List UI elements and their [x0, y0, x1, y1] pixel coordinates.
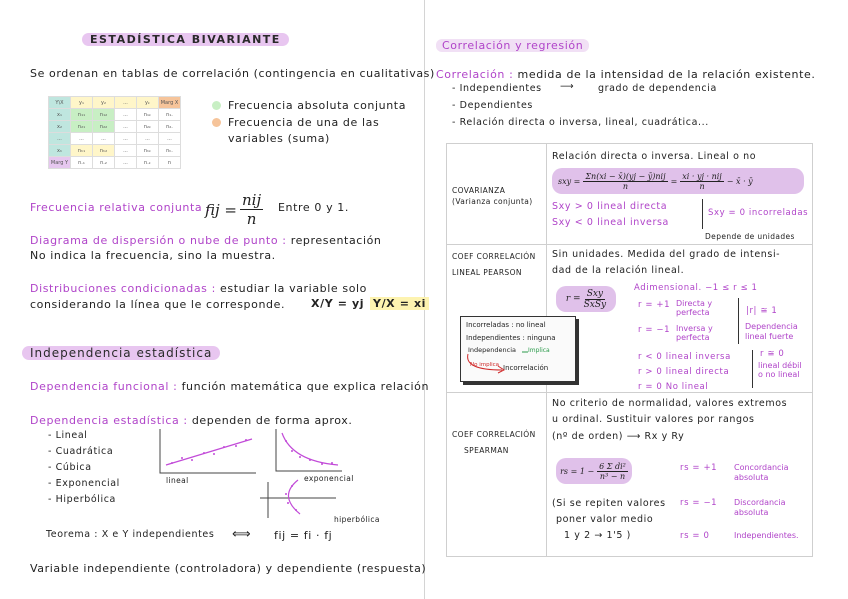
cov-note: Depende de unidades	[705, 232, 795, 241]
table-cell: x₁	[49, 109, 71, 121]
table-cell: ...	[115, 97, 137, 109]
cov-f-num2: xi · yj · nij	[682, 171, 722, 181]
table-cell: n.₂	[93, 157, 115, 169]
indep-title: Independencia estadística	[22, 346, 220, 360]
spearman-desc-2: u ordinal. Sustituir valores por rangos	[552, 414, 755, 425]
disp-label: Diagrama de dispersión o nube de punto :	[30, 234, 287, 247]
iff-icon: ⟺	[232, 527, 251, 542]
table-cell: n₂₂	[93, 121, 115, 133]
table-cell: n.ₖ	[137, 157, 159, 169]
row-divider	[446, 392, 813, 393]
pearson-rm1-text: Inversa y perfecta	[676, 324, 713, 342]
table-cell: n.₁	[71, 157, 93, 169]
spearman-sm1-text: Discordancia absoluta	[734, 498, 786, 517]
table-cell: ...	[71, 133, 93, 145]
stat-text: dependen de forma aprox.	[191, 414, 353, 427]
freq-formula	[205, 191, 263, 228]
cov-zero: Sxy = 0 incorreladas	[708, 208, 809, 218]
pearson-bracket-2	[752, 350, 753, 388]
pearson-name-1: COEF CORRELACIÓN	[452, 252, 536, 261]
type-cuadratica: - Cuadrática	[48, 446, 114, 457]
cov-f-num1: Σn(xi − x̄)(yj − ȳ)nij	[585, 171, 666, 181]
spearman-s1: rs = +1	[680, 463, 718, 473]
corr-line	[436, 68, 815, 81]
cov-bracket	[702, 199, 703, 229]
pearson-f-den: SxSy	[583, 299, 607, 310]
spearman-sm1: rs = −1	[680, 498, 718, 508]
table-cell: y₂	[93, 97, 115, 109]
spearman-name-2: SPEARMAN	[464, 446, 509, 455]
table-cell: n	[159, 157, 181, 169]
cov-desc: Relación directa o inversa. Lineal o no	[552, 151, 757, 162]
theorem: Teorema : X e Y independientes	[46, 529, 215, 540]
orange-dot-icon	[212, 118, 221, 127]
bullet-relacion: - Relación directa o inversa, lineal, cuadrática...	[452, 117, 709, 128]
table-cell: Marg Y	[49, 157, 71, 169]
cov-f-den1: n	[622, 181, 629, 191]
pearson-abs: |r| ≅ 1	[746, 306, 778, 316]
distr-xy: X/Y = yj	[311, 297, 365, 310]
corr-text: medida de la intensidad de la relación existente.	[517, 68, 816, 81]
table-cell: nₕ₁	[71, 145, 93, 157]
pearson-formula	[556, 286, 616, 312]
table-cell: ...	[115, 157, 137, 169]
bullet-independientes: - Independientes	[452, 83, 542, 94]
lineal-label: lineal	[166, 476, 189, 485]
stat-line	[30, 414, 352, 427]
bullet-dependientes: - Dependientes	[452, 100, 533, 111]
pearson-r1: r = +1	[638, 300, 671, 310]
table-cell: yₖ	[137, 97, 159, 109]
spearman-f-num: 6 Σ di²	[599, 461, 626, 471]
diag-4: Implica	[528, 347, 550, 354]
green-dot-icon	[212, 101, 221, 110]
implication-arrows-icon	[462, 344, 572, 378]
table-cell: ...	[115, 121, 137, 133]
corr-label: Correlación :	[436, 68, 514, 81]
table-cell: Marg X	[159, 97, 181, 109]
cov-sub: (Varianza conjunta)	[452, 197, 533, 206]
row-divider	[446, 244, 813, 245]
hiperbolica-label: hiperbólica	[334, 515, 380, 524]
table-cell: n₁.	[159, 109, 181, 121]
right-title-text: Correlación y regresión	[436, 39, 589, 52]
table-cell: xₕ	[49, 145, 71, 157]
table-cell: nₕ.	[159, 145, 181, 157]
distr-yx: Y/X = xi	[370, 297, 429, 310]
func-label: Dependencia funcional :	[30, 380, 178, 393]
distr-text-1: estudiar la variable solo	[220, 282, 368, 295]
type-lineal: - Lineal	[48, 430, 88, 441]
disp-line	[30, 234, 382, 247]
theorem-rhs: fij = fi · fj	[274, 529, 333, 542]
table-cell: ...	[137, 133, 159, 145]
legend-green: Frecuencia absoluta conjunta	[228, 99, 407, 112]
arrow-text: grado de dependencia	[598, 83, 717, 94]
cov-f-lhs: sxy =	[558, 176, 581, 186]
pearson-rz: r ≅ 0	[760, 349, 785, 359]
pearson-rm1: r = −1	[638, 325, 671, 335]
freq-lhs: fij =	[205, 200, 237, 219]
pearson-r1-text: Directa y perfecta	[676, 299, 713, 317]
spearman-formula	[556, 458, 632, 484]
cov-neg: Sxy < 0 lineal inversa	[552, 217, 669, 228]
freq-between: Entre 0 y 1.	[278, 201, 349, 214]
table-cell: x₂	[49, 121, 71, 133]
spearman-rep-3: 1 y 2 → 1'5 )	[564, 530, 631, 541]
pearson-f-lhs: r =	[565, 294, 581, 304]
disp-text-2: No indica la frecuencia, sino la muestra.	[30, 249, 276, 262]
pearson-desc-2: dad de la relación lineal.	[552, 265, 685, 276]
pearson-bracket	[738, 298, 739, 344]
table-cell: ...	[115, 109, 137, 121]
contingency-table	[48, 96, 181, 169]
exponencial-scatter-icon	[274, 427, 344, 473]
cov-pos: Sxy > 0 lineal directa	[552, 201, 668, 212]
table-cell: n₁₁	[71, 109, 93, 121]
func-text: función matemática que explica relación	[181, 380, 430, 393]
pearson-dep: Dependencia lineal fuerte	[745, 322, 798, 341]
stat-label: Dependencia estadística :	[30, 414, 188, 427]
legend-orange-2: variables (suma)	[228, 132, 330, 145]
cov-f-tail: − x̄ · ȳ	[726, 176, 753, 186]
exponencial-label: exponencial	[304, 474, 354, 483]
spearman-f-lhs: rs = 1 −	[560, 466, 595, 476]
table-cell: y₁	[71, 97, 93, 109]
right-title	[436, 39, 589, 52]
spearman-desc-3: (nº de orden) ⟶ Rx y Ry	[552, 431, 685, 442]
table-cell: n₂.	[159, 121, 181, 133]
table-cell: n₁ₖ	[137, 109, 159, 121]
pearson-weak: lineal débil o no lineal	[758, 361, 802, 379]
cov-name: COVARIANZA	[452, 186, 506, 195]
type-cubica: - Cúbica	[48, 462, 92, 473]
arrow-icon: ⟶	[560, 81, 574, 92]
table-cell: nₕₖ	[137, 145, 159, 157]
lineal-scatter-icon	[158, 427, 258, 475]
diag-3: Independencia	[468, 346, 517, 354]
intro-text: Se ordenan en tablas de correlación (contingencia en cualitativas)	[30, 67, 435, 80]
cov-formula	[552, 168, 804, 194]
pearson-adim: Adimensional. −1 ≤ r ≤ 1	[634, 283, 758, 293]
table-cell: ...	[115, 145, 137, 157]
table-cell: n₁₂	[93, 109, 115, 121]
disp-text-1: representación	[290, 234, 382, 247]
spearman-rep-2: poner valor medio	[556, 514, 654, 525]
distr-text-2: considerando la línea que le corresponde.	[30, 298, 286, 311]
table-cell: ...	[49, 133, 71, 145]
type-exponencial: - Exponencial	[48, 478, 120, 489]
table-cell: Y\X	[49, 97, 71, 109]
pearson-rneg: r < 0 lineal inversa	[638, 352, 731, 362]
cov-f-den2: n	[699, 181, 705, 191]
legend-orange-1: Frecuencia de una de las	[228, 116, 380, 129]
type-hiperbolica: - Hiperbólica	[48, 494, 116, 505]
distr-label: Distribuciones condicionadas :	[30, 282, 216, 295]
spearman-rep-1: (Si se repiten valores	[552, 498, 666, 509]
diag-6: Incorrelación	[503, 364, 549, 372]
table-cell: n₂ₖ	[137, 121, 159, 133]
table-cell: nₕ₂	[93, 145, 115, 157]
spearman-f-den: n³ − n	[599, 471, 626, 481]
diag-2: Independientes : ninguna	[466, 334, 556, 342]
distr-line	[30, 282, 367, 295]
diag-1: Incorreladas : no lineal	[466, 321, 546, 329]
cov-f-eq: =	[670, 176, 678, 186]
hiperbolica-scatter-icon	[258, 478, 338, 520]
spearman-s1-text: Concordancia absoluta	[734, 463, 789, 482]
pearson-f-num: Sxy	[586, 288, 604, 299]
freq-num: nij	[242, 191, 262, 209]
spearman-s0: rs = 0	[680, 531, 710, 541]
table-cell: ...	[93, 133, 115, 145]
freq-label: Frecuencia relativa conjunta :	[30, 201, 211, 214]
freq-den: n	[246, 210, 257, 228]
spearman-s0-text: Independientes.	[734, 531, 799, 540]
table-cell: n₂₁	[71, 121, 93, 133]
pearson-rpos: r > 0 lineal directa	[638, 367, 730, 377]
spearman-name-1: COEF CORRELACIÓN	[452, 430, 536, 439]
pearson-name-2: LINEAL PEARSON	[452, 268, 522, 277]
diag-5: No implica	[470, 362, 500, 368]
func-line	[30, 380, 429, 393]
pearson-rzero: r = 0 No lineal	[638, 382, 709, 392]
variables-text: Variable independiente (controladora) y dependiente (respuesta)	[30, 562, 427, 575]
table-cell: ...	[159, 133, 181, 145]
spearman-desc-1: No criterio de normalidad, valores extremos	[552, 398, 788, 409]
table-cell: ...	[115, 133, 137, 145]
pearson-desc-1: Sin unidades. Medida del grado de intensi-	[552, 249, 781, 260]
left-title: ESTADÍSTICA BIVARIANTE	[82, 33, 289, 46]
